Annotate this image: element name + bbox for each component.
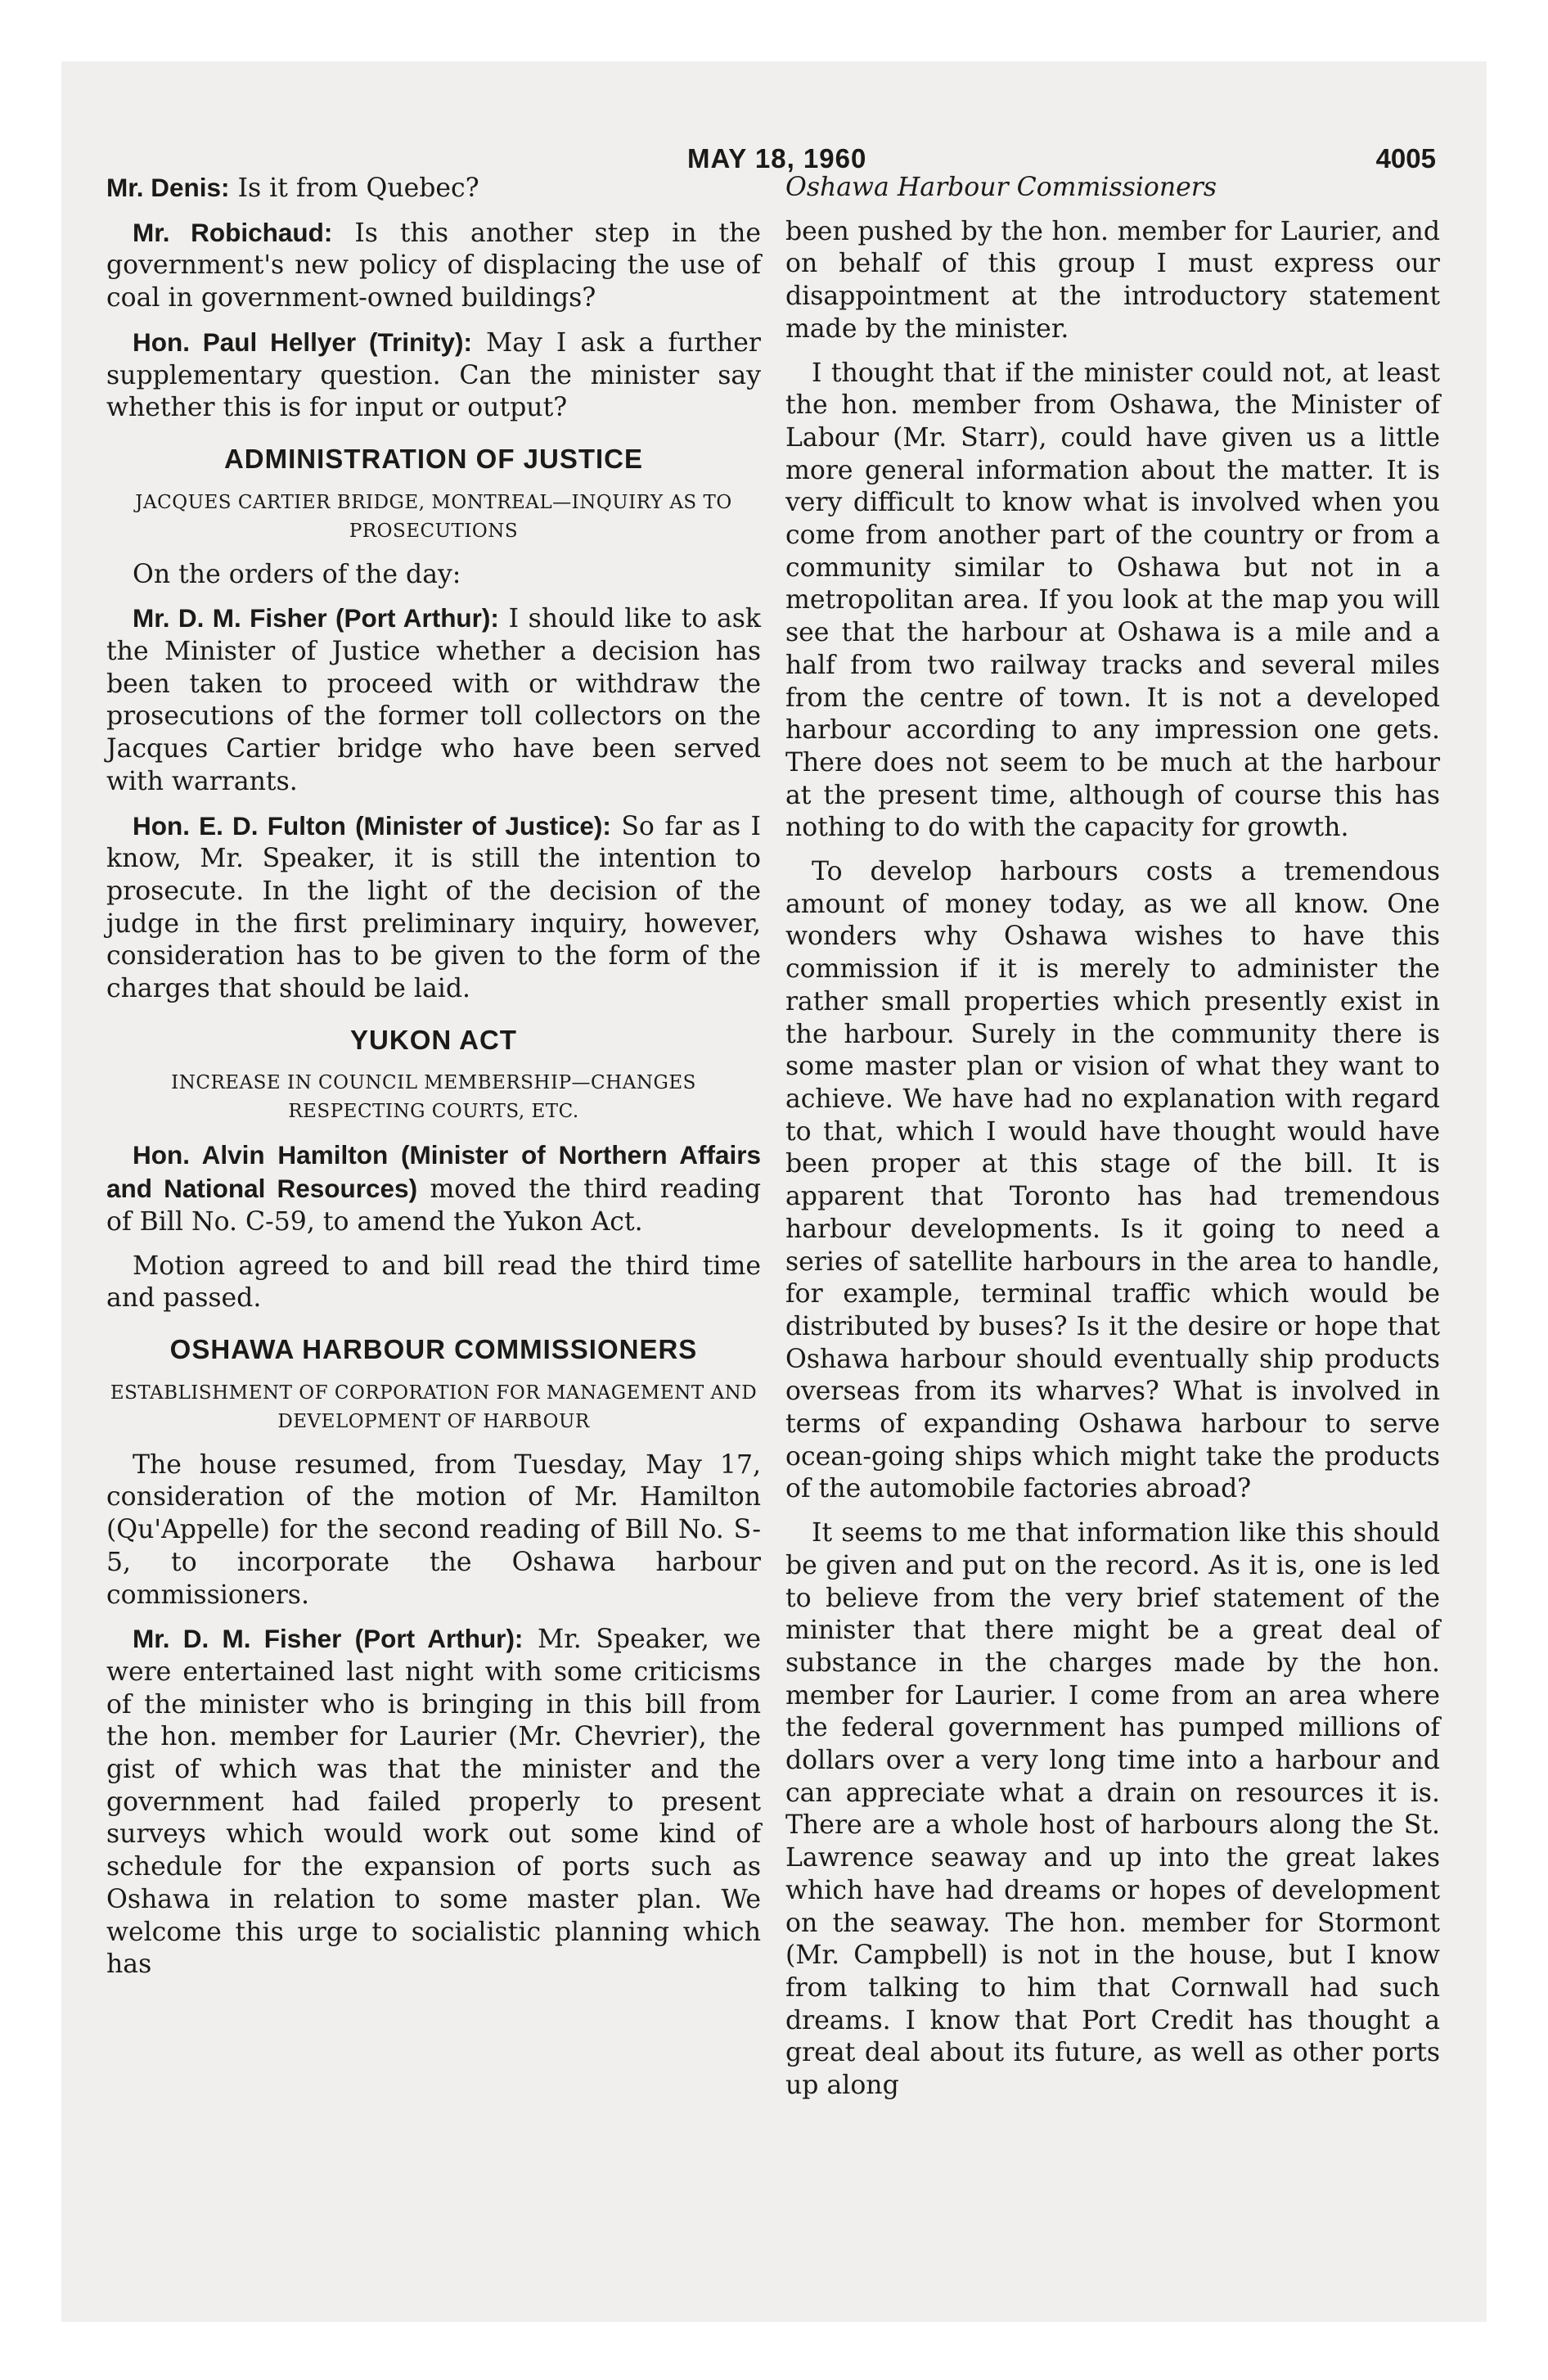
paragraph <box>106 1623 761 1981</box>
section-heading: ADMINISTRATION OF JUSTICE <box>223 443 644 474</box>
speaker-name: Hon. Paul Hellyer (Trinity): <box>133 327 472 357</box>
paragraph <box>106 1251 761 1315</box>
speaker-name: Mr. Denis: <box>106 173 230 202</box>
paragraph-text: Is it from Quebec? <box>237 174 479 203</box>
paragraph <box>106 810 761 1006</box>
speaker-name: Mr. D. M. Fisher (Port Arthur): <box>133 1624 524 1654</box>
paragraph-text: moved the third reading of Bill No. C-59, to amend the Yukon Act. <box>106 1174 761 1237</box>
paragraph <box>106 602 761 798</box>
section-subheading: INCREASE IN COUNCIL MEMBERSHIP—CHANGES RESPECTING COURTS, ETC. <box>171 1072 696 1123</box>
paragraph <box>785 358 1440 845</box>
paragraph-text: The house resumed, from Tuesday, May 17, consideration of the motion of Mr. Hamilton (Qu'Appelle) for the second reading of Bill No. S-5, to incorporate the Oshawa harbour commissioners. <box>106 1449 761 1610</box>
left-column <box>106 172 761 1993</box>
paragraph-text: I thought that if the minister could not, at least the hon. member from Oshawa, the Minister of Labour (Mr. Starr), could have given us a little more general information about the matter. It is very difficult to know what is involved when you come from another part of the country or from a community similar to Oshawa but not in a metropolitan area. If you look at the map you will see that the harbour at Oshawa is a mile and a half from two railway tracks and several miles from the centre of town. It is not a developed harbour according to any impression one gets. There does not seem to be much at the harbour at the present time, although of course this has nothing to do with the capacity for growth. <box>785 358 1440 843</box>
section-subheading: ESTABLISHMENT OF CORPORATION FOR MANAGEMENT AND DEVELOPMENT OF HARBOUR <box>110 1382 758 1432</box>
paragraph <box>106 327 761 425</box>
paragraph <box>785 856 1440 1506</box>
section-heading: OSHAWA HARBOUR COMMISSIONERS <box>169 1333 698 1364</box>
page <box>61 61 1487 2322</box>
paragraph-text: On the orders of the day: <box>133 559 461 589</box>
paragraph-text: May I ask a further supplementary question. Can the minister say whether this is for input or output? <box>106 327 761 423</box>
running-head: Oshawa Harbour Commissioners <box>785 173 1217 202</box>
paragraph <box>785 1517 1440 2103</box>
speaker-name: Hon. Alvin Hamilton (Minister of Northern Affairs and National Resources) <box>106 1140 761 1204</box>
paragraph-text: To develop harbours costs a tremendous amount of money today, as we all know. One wonders why Oshawa wishes to have this commission if it is merely to administer the rather small properties which presently exist in the harbour. Surely in the community there is some master plan or vision of what they want to achieve. We have had no explanation with regard to that, which I would have thought would have been proper at this stage of the bill. It is apparent that Toronto has had tremendous harbour developments. Is it going to need a series of satellite harbours in the area to handle, for example, terminal traffic which would be distributed by buses? Is it the desire or hope that Oshawa harbour should eventually ship products overseas from its wharves? What is involved in terms of expanding Oshawa harbour to serve ocean-going ships which might take the products of the automobile factories abroad? <box>785 857 1440 1504</box>
paragraph <box>106 559 761 592</box>
paragraph <box>106 1139 761 1238</box>
page-header <box>61 143 1487 176</box>
paragraph-text: Motion agreed to and bill read the third time and passed. <box>106 1251 761 1314</box>
paragraph <box>106 1449 761 1612</box>
section-subheading: JACQUES CARTIER BRIDGE, MONTREAL—INQUIRY AS TO PROSECUTIONS <box>135 491 732 542</box>
paragraph <box>785 216 1440 346</box>
paragraph-text: Mr. Speaker, we were entertained last night with some criticisms of the minister who is bringing in this bill from the hon. member for Laurier (Mr. Chevrier), the gist of which was that the minister and the government had failed properly to present surveys which would work out some kind of schedule for the expansion of ports such as Oshawa in relation to some master plan. We welcome this urge to socialistic planning which has <box>106 1625 761 1980</box>
page-date: MAY 18, 1960 <box>687 143 867 174</box>
paragraph-text: been pushed by the hon. member for Laurier, and on behalf of this group I must express our disappointment at the introductory statement made by the minister. <box>785 216 1440 344</box>
section-heading: YUKON ACT <box>350 1024 517 1055</box>
paragraph-text: Is this another step in the government's new policy of displacing the use of coal in government-owned buildings? <box>106 218 762 313</box>
paragraph <box>106 172 761 205</box>
speaker-name: Mr. Robichaud: <box>133 217 333 247</box>
paragraph <box>106 217 761 315</box>
paragraph-text: I should like to ask the Minister of Justice whether a decision has been taken to proceed with or withdraw the prosecutions of the former toll collectors on the Jacques Cartier bridge who have been served with warrants. <box>106 604 761 796</box>
paragraph-text: So far as I know, Mr. Speaker, it is still the intention to prosecute. In the light of the decision of the judge in the first preliminary inquiry, however, consideration has to be given to the form of the charges that should be laid. <box>106 811 762 1004</box>
page-number: 4005 <box>1375 143 1436 174</box>
speaker-name: Hon. E. D. Fulton (Minister of Justice): <box>133 810 611 841</box>
right-column <box>785 172 1440 2114</box>
paragraph-text: It seems to me that information like this should be given and put on the record. As it is, one is led to believe from the very brief statement of the minister that there might be a great deal of substance in the charges made by the hon. member for Laurier. I come from an area where the federal government has pumped millions of dollars over a very long time into a harbour and can appreciate what a drain on resources it is. There are a whole host of harbours along the St. Lawrence seaway and up into the great lakes which have had dreams or hopes of development on the seaway. The hon. member for Stormont (Mr. Campbell) is not in the house, but I know from talking to him that Cornwall had such dreams. I know that Port Credit has thought a great deal about its future, as well as other ports up along <box>785 1518 1440 2101</box>
speaker-name: Mr. D. M. Fisher (Port Arthur): <box>133 603 499 633</box>
